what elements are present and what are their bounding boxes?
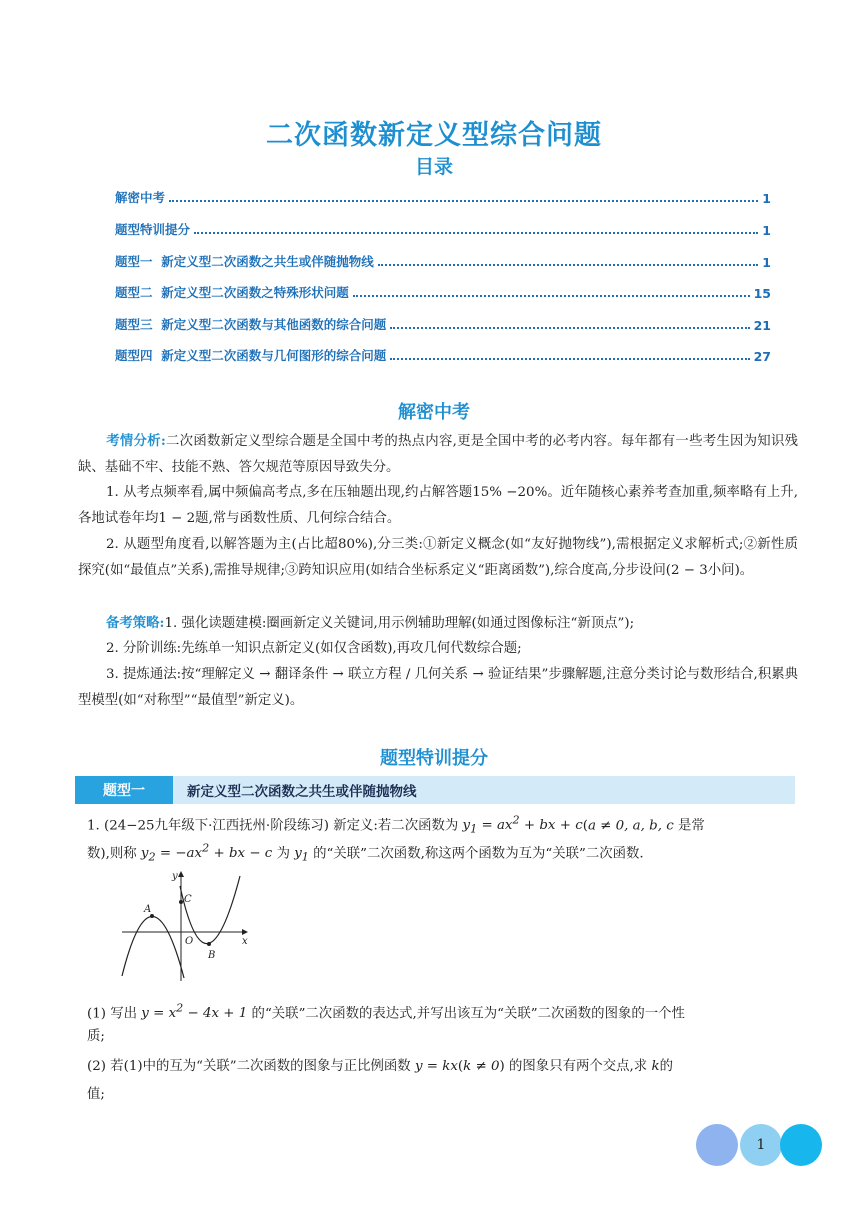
section-title-exam: 解密中考 bbox=[398, 402, 470, 423]
strategy-2-paragraph bbox=[78, 636, 798, 662]
toc-leader bbox=[390, 326, 749, 329]
point-B bbox=[207, 942, 211, 946]
strategy-3-text: 3. 提炼通法:按“理解定义 → 翻译条件 → 联立方程 / 几何关系 → 验证结果”步骤解题,注意分类讨论与数形结合,积累典型模型(如“对称型”“最值型”新定义)。 bbox=[78, 667, 798, 708]
question-type-title: 新定义型二次函数之共生或伴随抛物线 bbox=[173, 776, 795, 804]
document-title: 二次函数新定义型综合问题 bbox=[266, 120, 602, 151]
analysis-paragraph bbox=[78, 428, 798, 481]
toc-item[interactable] bbox=[115, 281, 771, 301]
toc-item-page: 15 bbox=[753, 286, 771, 301]
subquestion-2-text: (2) 若(1)中的互为“关联”二次函数的图象与正比例函数 bbox=[87, 1059, 415, 1074]
parabola-left-curve bbox=[122, 916, 184, 978]
toc-item-label: 题型一 新定义型二次函数之共生或伴随抛物线 bbox=[115, 254, 374, 269]
section-title-practice: 题型特训提分 bbox=[380, 748, 488, 769]
parabola-graph bbox=[118, 866, 258, 986]
formula-y1: $y_1 = ax^2$ + bx + c bbox=[462, 814, 583, 837]
label-x: x bbox=[242, 936, 248, 947]
question-1-line-1: 1. (24−25九年级下·江西抚州·阶段练习) 新定义:若二次函数为 $y_1 = ax^2$ + bx + c(a ≠ 0, a, b, c 是常 bbox=[87, 814, 705, 837]
label-B: B bbox=[208, 950, 216, 961]
label-y: y bbox=[172, 871, 178, 882]
point-1-paragraph bbox=[78, 480, 798, 532]
formula-k: k bbox=[651, 1059, 660, 1074]
toc-item-page: 1 bbox=[762, 191, 771, 206]
subquestion-1-text: 的“关联”二次函数的表达式,并写出该互为“关联”二次函数的图象的一个性 bbox=[247, 1006, 685, 1022]
strategy-3-paragraph bbox=[78, 662, 798, 714]
question-type-tag: 题型一 bbox=[75, 776, 173, 804]
x-axis bbox=[122, 929, 248, 935]
formula-sub2-cond: k ≠ 0 bbox=[463, 1059, 500, 1074]
point-2-text: 2. 从题型角度看,以解答题为主(占比超80%),分三类:①新定义概念(如“友好抛物线”),需根据定义求解析式;②新性质探究(如“最值点”关系),需推导规律;③跨知识应用(如结合坐标系定义“距离函数”),综合度高,分步设问(2 − 3小问)。 bbox=[78, 537, 798, 578]
page-circle-left bbox=[696, 1124, 738, 1166]
toc-title: 目录 bbox=[414, 156, 453, 178]
toc-item-page: 1 bbox=[762, 255, 771, 270]
subquestion-1-line-2: 质; bbox=[87, 1029, 105, 1044]
formula-sub2: y = kx bbox=[414, 1059, 458, 1074]
toc-item-label: 题型三 新定义型二次函数与其他函数的综合问题 bbox=[115, 317, 387, 332]
formula-y2: $y_2 = -ax^2$ + bx − c bbox=[140, 842, 273, 865]
point-C bbox=[179, 900, 183, 904]
question-1-source: 1. (24−25九年级下·江西抚州·阶段练习) 新定义:若二次函数为 bbox=[87, 818, 463, 834]
formula-sub1: $y = x^2 - 4x + 1$ bbox=[141, 1002, 248, 1022]
subquestion-2-text: 的 bbox=[659, 1059, 673, 1074]
toc-leader bbox=[390, 357, 749, 360]
toc-item-page: 27 bbox=[753, 349, 771, 364]
question-1-text: 为 bbox=[272, 846, 295, 862]
toc-item-label: 题型四 新定义型二次函数与几何图形的综合问题 bbox=[115, 348, 387, 363]
label-O: O bbox=[185, 936, 194, 947]
toc-leader bbox=[194, 231, 758, 234]
subquestion-1-text: (1) 写出 bbox=[87, 1006, 142, 1022]
toc-item[interactable] bbox=[115, 344, 771, 364]
page-number: 1 bbox=[740, 1124, 782, 1166]
toc-item[interactable] bbox=[115, 186, 771, 206]
point-1-text: 1. 从考点频率看,属中频偏高考点,多在压轴题出现,约占解答题15% −20%。近年随核心素养考查加重,频率略有上升,各地试卷年均1 − 2题,常与函数性质、几何综合结合。 bbox=[78, 485, 798, 526]
label-C: C bbox=[184, 894, 192, 905]
strategy-1-text: 1. 强化读题建模:圈画新定义关键词,用示例辅助理解(如通过图像标注“新顶点”); bbox=[164, 616, 635, 631]
subquestion-1-line-1 bbox=[87, 996, 799, 1027]
question-1-text: 的“关联”二次函数,称这两个函数为互为“关联”二次函数. bbox=[308, 846, 644, 862]
parabola-right-curve bbox=[180, 876, 240, 944]
analysis-lead: 考情分析: bbox=[106, 433, 166, 449]
toc-item-label: 题型特训提分 bbox=[115, 222, 191, 237]
toc-leader bbox=[353, 294, 750, 297]
toc-leader bbox=[169, 199, 758, 202]
subquestion-2-text: 的图象只有两个交点,求 bbox=[504, 1059, 648, 1074]
formula-condition: a ≠ 0, a, b, c bbox=[587, 818, 674, 834]
toc-item[interactable] bbox=[115, 218, 771, 238]
strategy-2-text: 2. 分阶训练:先练单一知识点新定义(如仅含函数),再攻几何代数综合题; bbox=[106, 641, 522, 656]
question-1-text: 数),则称 bbox=[87, 846, 141, 862]
toc-item-page: 1 bbox=[762, 223, 771, 238]
toc-leader bbox=[378, 263, 759, 266]
toc-item[interactable] bbox=[115, 313, 771, 333]
toc-item-label: 解密中考 bbox=[115, 190, 166, 205]
subquestion-2-line-2: 值; bbox=[87, 1087, 105, 1102]
strategy-lead: 备考策略: bbox=[106, 615, 165, 631]
toc-item[interactable] bbox=[115, 250, 771, 270]
point-2-paragraph bbox=[78, 532, 798, 584]
subquestion-2-line-1: (2) 若(1)中的互为“关联”二次函数的图象与正比例函数 y = kx(k ≠ 0) 的图象只有两个交点,求 k的 bbox=[87, 1059, 673, 1074]
y-axis bbox=[178, 871, 184, 981]
page-circle-right bbox=[780, 1124, 822, 1166]
strategy-1-paragraph bbox=[78, 610, 798, 637]
analysis-text: 二次函数新定义型综合题是全国中考的热点内容,更是全国中考的必考内容。每年都有一些考生因为知识残缺、基础不牢、技能不熟、答欠规范等原因导致失分。 bbox=[78, 434, 798, 475]
question-1-text-end: 是常 bbox=[673, 818, 705, 834]
formula-y1-ref: $y_1$ bbox=[294, 846, 309, 865]
toc-item-page: 21 bbox=[753, 318, 771, 333]
toc-item-label: 题型二 新定义型二次函数之特殊形状问题 bbox=[115, 285, 349, 300]
label-A: A bbox=[144, 904, 152, 915]
